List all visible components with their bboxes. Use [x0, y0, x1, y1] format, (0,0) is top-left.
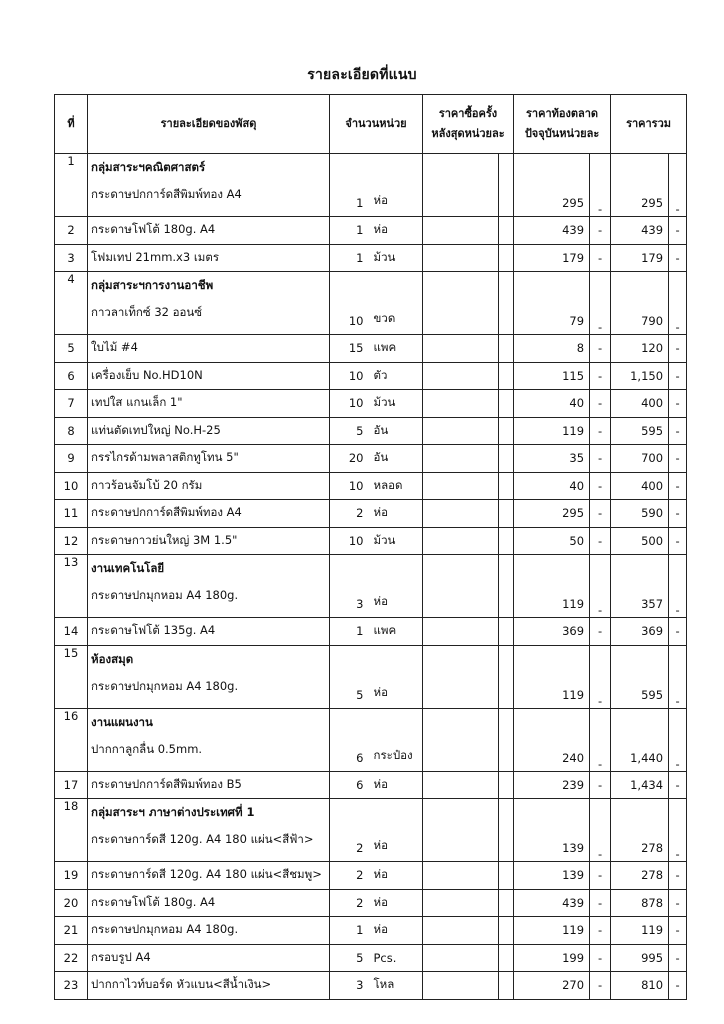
- last-price-satang-cell: [499, 362, 514, 390]
- table-row: [55, 417, 687, 445]
- group-name: งานเทคโนโลยี: [91, 561, 165, 575]
- item-unit: โหล: [370, 972, 423, 1000]
- item-unit: กระป๋อง: [370, 708, 423, 771]
- item-description: กาวลาเท็กซ์ 32 ออนซ์: [91, 305, 203, 319]
- item-number: 10: [55, 472, 88, 500]
- item-description: โฟมเทป 21mm.x3 เมตร: [88, 244, 330, 272]
- item-market-price-satang: -: [590, 217, 611, 245]
- item-number: 11: [55, 500, 88, 528]
- item-description: กรรไกรด้ามพลาสติกทูโทน 5": [88, 445, 330, 473]
- item-total: 357: [611, 555, 669, 618]
- last-price-cell: [423, 272, 499, 335]
- item-quantity: 10: [330, 472, 370, 500]
- item-market-price-satang: -: [590, 799, 611, 862]
- item-number: 5: [55, 335, 88, 363]
- item-number: 14: [55, 618, 88, 646]
- item-total-satang: -: [669, 618, 687, 646]
- item-total: 278: [611, 862, 669, 890]
- item-unit: แพค: [370, 618, 423, 646]
- item-total-satang: -: [669, 917, 687, 945]
- table-row: [55, 335, 687, 363]
- last-price-cell: [423, 771, 499, 799]
- table-row: [55, 799, 687, 862]
- item-quantity: 2: [330, 799, 370, 862]
- item-market-price-satang: -: [590, 645, 611, 708]
- item-description: ปากกาลูกลื่น 0.5mm.: [91, 741, 203, 756]
- item-market-price: 50: [514, 527, 590, 555]
- last-price-satang-cell: [499, 244, 514, 272]
- item-quantity: 3: [330, 555, 370, 618]
- item-market-price: 35: [514, 445, 590, 473]
- item-number: 13: [55, 555, 88, 618]
- item-unit: ห่อ: [370, 217, 423, 245]
- item-market-price-satang: -: [590, 917, 611, 945]
- item-quantity: 3: [330, 972, 370, 1000]
- item-total-satang: -: [669, 799, 687, 862]
- item-unit: อัน: [370, 417, 423, 445]
- last-price-satang-cell: [499, 862, 514, 890]
- item-number: 23: [55, 972, 88, 1000]
- table-row: [55, 362, 687, 390]
- table-row: [55, 645, 687, 708]
- item-market-price: 119: [514, 917, 590, 945]
- item-description: ใบไม้ #4: [88, 335, 330, 363]
- item-description: เครื่องเย็บ No.HD10N: [88, 362, 330, 390]
- item-number: 8: [55, 417, 88, 445]
- table-row: [55, 500, 687, 528]
- item-unit: อัน: [370, 445, 423, 473]
- item-number: 3: [55, 244, 88, 272]
- item-description: กระดาษปกมุกหอม A4 180g.: [88, 917, 330, 945]
- item-number: 12: [55, 527, 88, 555]
- last-price-cell: [423, 217, 499, 245]
- item-quantity: 1: [330, 244, 370, 272]
- item-quantity: 6: [330, 771, 370, 799]
- item-total: 1,150: [611, 362, 669, 390]
- item-total: 439: [611, 217, 669, 245]
- item-total-satang: -: [669, 445, 687, 473]
- item-total-satang: -: [669, 244, 687, 272]
- item-description: กระดาษโฟโต้ 135g. A4: [88, 618, 330, 646]
- last-price-cell: [423, 799, 499, 862]
- item-market-price: 139: [514, 799, 590, 862]
- table-header-row: [55, 95, 687, 154]
- item-market-price-satang: -: [590, 472, 611, 500]
- last-price-satang-cell: [499, 645, 514, 708]
- last-price-satang-cell: [499, 555, 514, 618]
- last-price-satang-cell: [499, 917, 514, 945]
- last-price-satang-cell: [499, 472, 514, 500]
- item-description-cell: [88, 154, 330, 217]
- item-total-satang: -: [669, 972, 687, 1000]
- item-unit: ห่อ: [370, 555, 423, 618]
- last-price-satang-cell: [499, 335, 514, 363]
- item-description: ปากกาไวท์บอร์ด หัวแบน<สีน้ำเงิน>: [88, 972, 330, 1000]
- last-price-satang-cell: [499, 944, 514, 972]
- header-market-price: [514, 95, 611, 154]
- item-unit: ขวด: [370, 272, 423, 335]
- item-unit: ม้วน: [370, 244, 423, 272]
- item-total-satang: -: [669, 555, 687, 618]
- last-price-satang-cell: [499, 771, 514, 799]
- item-market-price: 295: [514, 154, 590, 217]
- item-total: 590: [611, 500, 669, 528]
- item-market-price: 369: [514, 618, 590, 646]
- item-description: กระดาษโฟโต้ 180g. A4: [88, 889, 330, 917]
- item-number: 4: [55, 272, 88, 335]
- item-total-satang: -: [669, 154, 687, 217]
- table-row: [55, 217, 687, 245]
- item-total-satang: -: [669, 417, 687, 445]
- item-unit: Pcs.: [370, 944, 423, 972]
- item-market-price-satang: -: [590, 500, 611, 528]
- last-price-satang-cell: [499, 708, 514, 771]
- group-name: กลุ่มสาระฯ ภาษาต่างประเทศที่ 1: [91, 805, 255, 819]
- item-number: 15: [55, 645, 88, 708]
- item-total-satang: -: [669, 645, 687, 708]
- item-unit: ห่อ: [370, 771, 423, 799]
- item-market-price: 79: [514, 272, 590, 335]
- item-quantity: 6: [330, 708, 370, 771]
- item-total: 595: [611, 417, 669, 445]
- item-total: 810: [611, 972, 669, 1000]
- item-number: 16: [55, 708, 88, 771]
- item-description-cell: [88, 555, 330, 618]
- table-row: [55, 917, 687, 945]
- item-market-price-satang: -: [590, 154, 611, 217]
- item-market-price-satang: -: [590, 417, 611, 445]
- item-unit: ห่อ: [370, 154, 423, 217]
- item-total: 400: [611, 472, 669, 500]
- item-market-price: 115: [514, 362, 590, 390]
- item-market-price: 119: [514, 417, 590, 445]
- item-unit: หลอด: [370, 472, 423, 500]
- item-quantity: 5: [330, 645, 370, 708]
- item-number: 9: [55, 445, 88, 473]
- item-market-price: 139: [514, 862, 590, 890]
- item-number: 2: [55, 217, 88, 245]
- item-total-satang: -: [669, 889, 687, 917]
- item-number: 22: [55, 944, 88, 972]
- last-price-satang-cell: [499, 154, 514, 217]
- item-quantity: 5: [330, 417, 370, 445]
- header-qty: จำนวนหน่วย: [330, 95, 423, 154]
- item-market-price-satang: -: [590, 618, 611, 646]
- table-row: [55, 889, 687, 917]
- item-description: กระดาษการ์ดสี 120g. A4 180 แผ่น<สีฟ้า>: [91, 832, 314, 846]
- item-number: 18: [55, 799, 88, 862]
- item-unit: ตัว: [370, 362, 423, 390]
- table-row: [55, 771, 687, 799]
- item-total: 179: [611, 244, 669, 272]
- item-market-price: 270: [514, 972, 590, 1000]
- item-quantity: 2: [330, 500, 370, 528]
- table-row: [55, 272, 687, 335]
- table-row: [55, 390, 687, 418]
- item-market-price: 179: [514, 244, 590, 272]
- item-unit: ห่อ: [370, 799, 423, 862]
- item-market-price: 8: [514, 335, 590, 363]
- table-row: [55, 244, 687, 272]
- item-total: 700: [611, 445, 669, 473]
- item-total: 369: [611, 618, 669, 646]
- item-number: 17: [55, 771, 88, 799]
- item-number: 7: [55, 390, 88, 418]
- header-last-price: [423, 95, 514, 154]
- group-name: กลุ่มสาระฯการงานอาชีพ: [91, 278, 214, 292]
- item-market-price: 40: [514, 390, 590, 418]
- item-total-satang: -: [669, 708, 687, 771]
- last-price-cell: [423, 390, 499, 418]
- item-quantity: 10: [330, 390, 370, 418]
- item-quantity: 10: [330, 272, 370, 335]
- item-description-cell: [88, 272, 330, 335]
- item-quantity: 1: [330, 917, 370, 945]
- item-total-satang: -: [669, 390, 687, 418]
- table-row: [55, 972, 687, 1000]
- table-row: [55, 445, 687, 473]
- last-price-cell: [423, 555, 499, 618]
- item-market-price: 239: [514, 771, 590, 799]
- group-name: ห้องสมุด: [91, 651, 134, 666]
- last-price-cell: [423, 445, 499, 473]
- last-price-satang-cell: [499, 390, 514, 418]
- last-price-satang-cell: [499, 618, 514, 646]
- item-market-price: 439: [514, 217, 590, 245]
- item-unit: ห่อ: [370, 862, 423, 890]
- item-total-satang: -: [669, 335, 687, 363]
- group-name: งานแผนงาน: [91, 714, 153, 729]
- item-total-satang: -: [669, 362, 687, 390]
- last-price-satang-cell: [499, 527, 514, 555]
- header-last-price-line2: หลังสุดหน่วยละ: [431, 127, 505, 140]
- item-description: กระดาษการ์ดสี 120g. A4 180 แผ่น<สีชมพู>: [88, 862, 330, 890]
- item-total: 500: [611, 527, 669, 555]
- item-unit: ห่อ: [370, 889, 423, 917]
- item-description-cell: [88, 708, 330, 771]
- item-quantity: 2: [330, 889, 370, 917]
- item-unit: ห่อ: [370, 500, 423, 528]
- table-row: [55, 862, 687, 890]
- item-market-price: 119: [514, 645, 590, 708]
- item-total: 1,434: [611, 771, 669, 799]
- item-description: กระดาษปกมุกหอม A4 180g.: [91, 678, 239, 693]
- item-description: กระดาษโฟโต้ 180g. A4: [88, 217, 330, 245]
- table-row: [55, 555, 687, 618]
- last-price-cell: [423, 618, 499, 646]
- item-total: 120: [611, 335, 669, 363]
- last-price-cell: [423, 154, 499, 217]
- item-total: 878: [611, 889, 669, 917]
- item-market-price-satang: -: [590, 889, 611, 917]
- item-total: 119: [611, 917, 669, 945]
- item-description: กรอบรูป A4: [88, 944, 330, 972]
- last-price-cell: [423, 645, 499, 708]
- item-market-price: 40: [514, 472, 590, 500]
- item-quantity: 20: [330, 445, 370, 473]
- table-row: [55, 708, 687, 771]
- item-total-satang: -: [669, 272, 687, 335]
- header-market-price-line2: ปัจจุบันหน่วยละ: [524, 127, 600, 140]
- item-quantity: 10: [330, 362, 370, 390]
- item-total: 278: [611, 799, 669, 862]
- item-market-price-satang: -: [590, 972, 611, 1000]
- item-description: กาวร้อนจัมโบ้ 20 กรัม: [88, 472, 330, 500]
- item-total-satang: -: [669, 771, 687, 799]
- last-price-cell: [423, 362, 499, 390]
- item-description: กระดาษปกการ์ดสีพิมพ์ทอง A4: [88, 500, 330, 528]
- item-market-price-satang: -: [590, 555, 611, 618]
- last-price-cell: [423, 917, 499, 945]
- item-unit: แพค: [370, 335, 423, 363]
- table-row: [55, 944, 687, 972]
- item-market-price: 240: [514, 708, 590, 771]
- last-price-cell: [423, 708, 499, 771]
- table-row: [55, 527, 687, 555]
- header-detail: รายละเอียดของพัสดุ: [88, 95, 330, 154]
- last-price-cell: [423, 527, 499, 555]
- items-table: [54, 94, 687, 1000]
- table-row: [55, 618, 687, 646]
- item-total-satang: -: [669, 862, 687, 890]
- item-total-satang: -: [669, 527, 687, 555]
- table-row: [55, 154, 687, 217]
- item-description: กระดาษกาวย่นใหญ่ 3M 1.5": [88, 527, 330, 555]
- item-market-price-satang: -: [590, 862, 611, 890]
- item-unit: ม้วน: [370, 527, 423, 555]
- item-quantity: 15: [330, 335, 370, 363]
- item-unit: ห่อ: [370, 917, 423, 945]
- header-no: ที่: [55, 95, 88, 154]
- item-total-satang: -: [669, 500, 687, 528]
- last-price-satang-cell: [499, 417, 514, 445]
- last-price-cell: [423, 244, 499, 272]
- item-market-price-satang: -: [590, 390, 611, 418]
- item-quantity: 1: [330, 154, 370, 217]
- item-market-price: 199: [514, 944, 590, 972]
- table-body: [55, 154, 687, 1000]
- item-market-price-satang: -: [590, 445, 611, 473]
- item-description-cell: [88, 799, 330, 862]
- item-total: 1,440: [611, 708, 669, 771]
- item-market-price-satang: -: [590, 272, 611, 335]
- item-market-price-satang: -: [590, 527, 611, 555]
- item-total: 400: [611, 390, 669, 418]
- item-market-price-satang: -: [590, 362, 611, 390]
- item-description-cell: [88, 645, 330, 708]
- last-price-cell: [423, 335, 499, 363]
- item-market-price: 439: [514, 889, 590, 917]
- item-number: 6: [55, 362, 88, 390]
- last-price-satang-cell: [499, 445, 514, 473]
- item-quantity: 10: [330, 527, 370, 555]
- item-quantity: 2: [330, 862, 370, 890]
- item-quantity: 5: [330, 944, 370, 972]
- item-market-price-satang: -: [590, 708, 611, 771]
- item-number: 21: [55, 917, 88, 945]
- group-name: กลุ่มสาระฯคณิตศาสตร์: [91, 160, 206, 174]
- item-description: กระดาษปกการ์ดสีพิมพ์ทอง B5: [88, 771, 330, 799]
- item-number: 1: [55, 154, 88, 217]
- document-title: รายละเอียดที่แนบ: [307, 67, 417, 83]
- last-price-satang-cell: [499, 500, 514, 528]
- last-price-cell: [423, 972, 499, 1000]
- item-unit: ห่อ: [370, 645, 423, 708]
- item-market-price-satang: -: [590, 944, 611, 972]
- item-description: กระดาษปกมุกหอม A4 180g.: [91, 588, 239, 602]
- item-market-price: 119: [514, 555, 590, 618]
- last-price-satang-cell: [499, 889, 514, 917]
- item-description: แท่นตัดเทปใหญ่ No.H-25: [88, 417, 330, 445]
- last-price-satang-cell: [499, 972, 514, 1000]
- header-total: ราคารวม: [611, 95, 687, 154]
- item-market-price-satang: -: [590, 771, 611, 799]
- last-price-cell: [423, 472, 499, 500]
- item-number: 20: [55, 889, 88, 917]
- item-quantity: 1: [330, 618, 370, 646]
- header-market-price-line1: ราคาท้องตลาด: [526, 107, 599, 120]
- item-number: 19: [55, 862, 88, 890]
- item-total: 295: [611, 154, 669, 217]
- last-price-satang-cell: [499, 272, 514, 335]
- header-last-price-line1: ราคาซื้อครั้ง: [438, 107, 498, 120]
- item-market-price-satang: -: [590, 244, 611, 272]
- item-unit: ม้วน: [370, 390, 423, 418]
- last-price-cell: [423, 862, 499, 890]
- last-price-satang-cell: [499, 799, 514, 862]
- item-total-satang: -: [669, 472, 687, 500]
- table-row: [55, 472, 687, 500]
- item-market-price: 295: [514, 500, 590, 528]
- item-total: 790: [611, 272, 669, 335]
- item-description: เทปใส แกนเล็ก 1": [88, 390, 330, 418]
- item-total-satang: -: [669, 217, 687, 245]
- last-price-cell: [423, 889, 499, 917]
- last-price-satang-cell: [499, 217, 514, 245]
- last-price-cell: [423, 944, 499, 972]
- last-price-cell: [423, 500, 499, 528]
- item-total: 595: [611, 645, 669, 708]
- item-quantity: 1: [330, 217, 370, 245]
- item-total: 995: [611, 944, 669, 972]
- item-total-satang: -: [669, 944, 687, 972]
- item-description: กระดาษปกการ์ดสีพิมพ์ทอง A4: [91, 187, 242, 201]
- item-market-price-satang: -: [590, 335, 611, 363]
- last-price-cell: [423, 417, 499, 445]
